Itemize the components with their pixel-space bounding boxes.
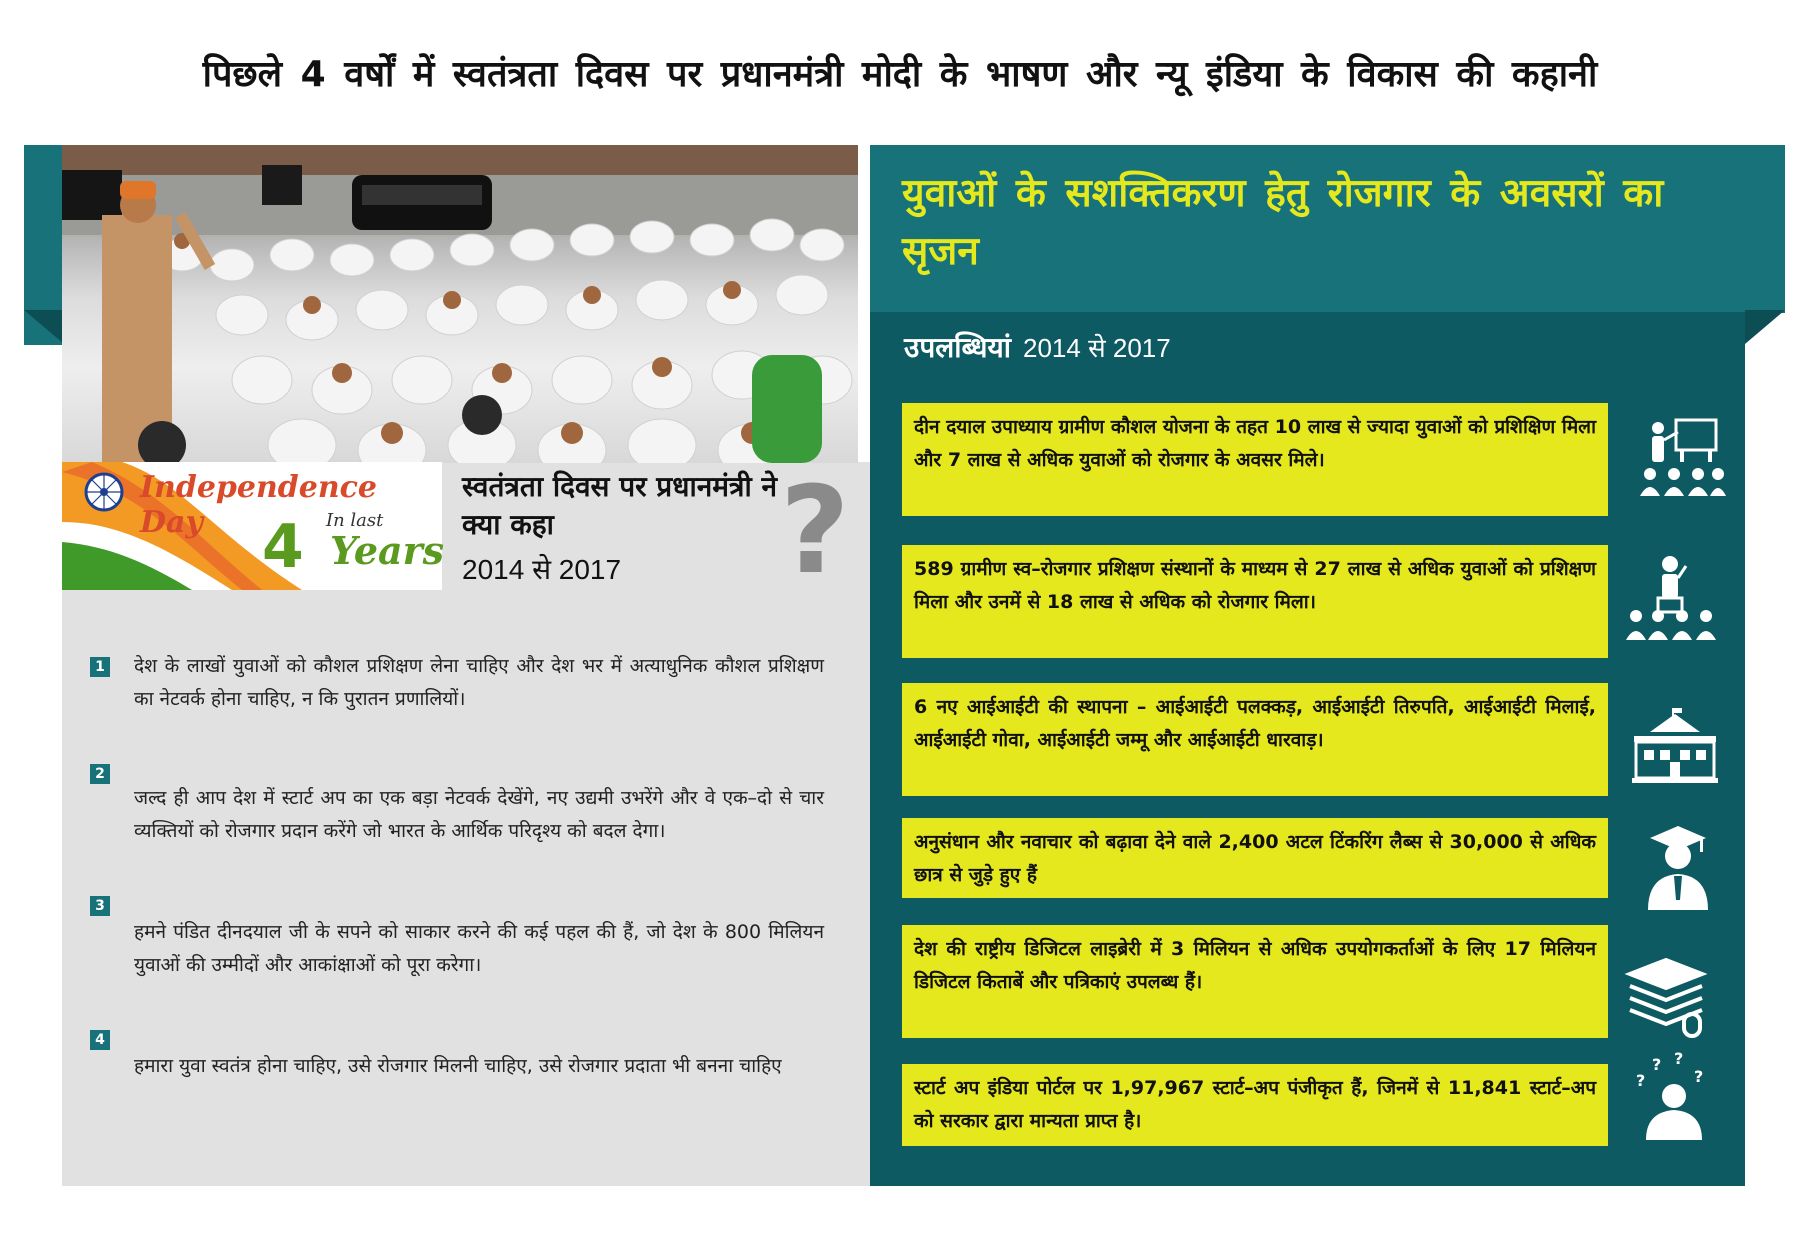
achievements-years: 2014 से 2017	[1023, 333, 1171, 363]
point-number: 1	[90, 657, 110, 677]
lecturer-icon	[1626, 552, 1716, 642]
svg-text:?: ?	[1694, 1067, 1704, 1086]
question-mark-icon: ?	[780, 462, 850, 601]
achievement-item: देश की राष्ट्रीय डिजिटल लाइब्रेरी में 3 मिलियन से अधिक उपयोगकर्ताओं के लिए 17 मिलियन डिजिटल किताबें और पत्रिकाएं उपलब्ध हैं।	[902, 925, 1608, 1038]
school-building-icon	[1630, 706, 1720, 796]
svg-text:?: ?	[1674, 1052, 1684, 1068]
presentation-icon	[1636, 414, 1726, 504]
page-title: पिछले 4 वर्षों में स्वतंत्रता दिवस पर प्रधानमंत्री मोदी के भाषण और न्यू इंडिया के विकास की कहानी	[202, 54, 1598, 95]
svg-text:?: ?	[1652, 1055, 1662, 1074]
achievements-title: युवाओं के सशक्तिकरण हेतु रोजगार के अवसरों का सृजन	[902, 171, 1664, 274]
achievement-item: स्टार्ट अप इंडिया पोर्टल पर 1,97,967 स्टार्ट–अप पंजीकृत हैं, जिनमें से 11,841 स्टार्ट–अप को सरकार द्वारा मान्यता प्राप्त है।	[902, 1064, 1608, 1146]
badge-in-last: In last	[326, 510, 384, 531]
achievements-label-text: उपलब्धियां	[904, 331, 1011, 364]
svg-text:?: ?	[1636, 1071, 1646, 1090]
speech-point: हमारा युवा स्वतंत्र होना चाहिए, उसे रोजगार मिलनी चाहिए, उसे रोजगार प्रदाता भी बनना चाहिए	[134, 1055, 782, 1077]
badge-title: Independence Day	[140, 470, 378, 540]
thinking-person-icon	[1632, 1052, 1722, 1142]
badge-number: 4	[262, 512, 304, 582]
point-number: 2	[90, 764, 110, 784]
left-ribbon-fold	[24, 310, 64, 344]
graduate-icon	[1634, 822, 1724, 912]
achievements-label	[904, 328, 1171, 366]
speech-point: जल्द ही आप देश में स्टार्ट अप का एक बड़ा नेटवर्क देखेंगे, नए उद्यमी उभरेंगे और वे एक–दो से चार व्यक्तियों को रोजगार प्रदान करेंगे जो भारत के आर्थिक परिदृश्य को बदल देगा।	[134, 787, 824, 842]
speech-point: देश के लाखों युवाओं को कौशल प्रशिक्षण लेना चाहिए और देश भर में अत्याधुनिक कौशल प्रशिक्षण का नेटवर्क होना चाहिए, न कि पुरातन प्रणालियों।	[134, 655, 824, 710]
badge-years: Years	[330, 528, 445, 573]
point-number: 4	[90, 1030, 110, 1050]
achievement-item: अनुसंधान और नवाचार को बढ़ावा देने वाले 2,400 अटल टिंकरिंग लैब्स से 30,000 से अधिक छात्र से जुड़े हुए हैं	[902, 818, 1608, 898]
achievement-item: 6 नए आईआईटी की स्थापना – आईआईटी पलक्कड़, आईआईटी तिरुपति, आईआईटी मिलाई, आईआईटी गोवा, आईआईटी जम्मू और आईआईटी धारवाड़।	[902, 683, 1608, 796]
speech-point: हमने पंडित दीनदयाल जी के सपने को साकार करने की कई पहल की हैं, जो देश के 800 मिलियन युवाओं की उम्मीदों और आकांक्षाओं को पूरा करेगा।	[134, 921, 824, 976]
books-mouse-icon	[1622, 952, 1712, 1042]
achievement-item: 589 ग्रामीण स्व–रोजगार प्रशिक्षण संस्थानों के माध्यम से 27 लाख से अधिक युवाओं को प्रशिक्षण मिला और उनमें से 18 लाख से अधिक को रोजगार मिला।	[902, 545, 1608, 658]
speech-heading: स्वतंत्रता दिवस पर प्रधानमंत्री ने क्या कहा	[462, 470, 777, 541]
achievement-item: दीन दयाल उपाध्याय ग्रामीण कौशल योजना के तहत 10 लाख से ज्यादा युवाओं को प्रशिक्षिण मिला और 7 लाख से अधिक युवाओं को रोजगार के अवसर मिले।	[902, 403, 1608, 516]
point-number: 3	[90, 896, 110, 916]
speech-years: 2014 से 2017	[462, 554, 622, 585]
right-ribbon-fold	[1745, 310, 1785, 344]
independence-day-photo	[62, 145, 858, 463]
